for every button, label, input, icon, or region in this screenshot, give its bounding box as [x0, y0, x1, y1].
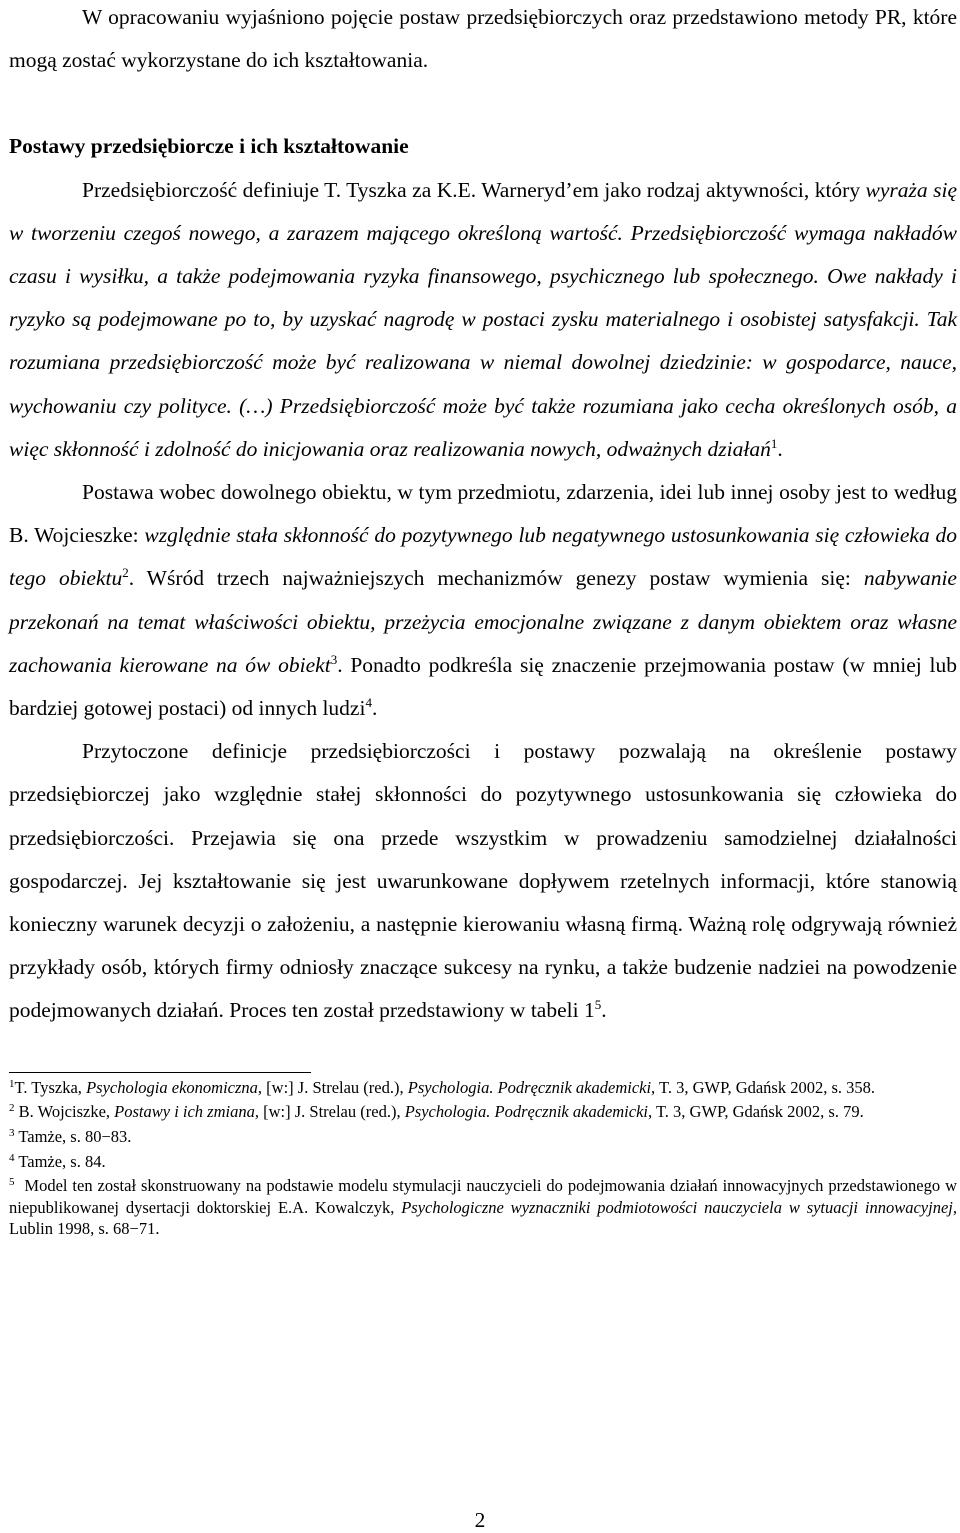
paragraph-attitude-definition [9, 471, 957, 730]
footnote-separator [9, 1072, 311, 1073]
footnote-ref-5[interactable]: 5 [594, 997, 602, 1013]
footnote-5-number: 5 [9, 1176, 15, 1189]
p2-quote-1: względnie stała skłonność do pozytywnego lub negatywnego ustosunkowania się człowieka do tego obiektu [9, 523, 957, 591]
footnote-2-book: Psychologia. Podręcznik akademicki [404, 1102, 648, 1122]
footnote-ref-2[interactable]: 2 [122, 565, 129, 581]
footnote-1-title: Psychologia ekonomiczna [86, 1077, 258, 1097]
paragraph-entrepreneurial-attitude [9, 730, 957, 1032]
p3-tail: . [601, 998, 607, 1023]
p2-text-3: . Ponadto podkreśla się znaczenie przejmowania postaw (w mniej lub bardziej gotowej postaci) od innych ludzi [9, 652, 958, 721]
footnote-5-details: Lublin 1998, s. 68−71. [9, 1218, 160, 1238]
section-heading: Postawy przedsiębiorcze i ich kształtowanie [9, 134, 409, 159]
footnote-1 [9, 1077, 957, 1098]
footnote-4-number: 4 [9, 1151, 15, 1164]
footnote-3 [9, 1126, 957, 1147]
p2-text-2: . Wśród trzech najważniejszych mechanizmów genezy postaw wymienia się: [128, 566, 864, 591]
paragraph-entrepreneurship-definition [9, 169, 957, 471]
footnote-3-text: Tamże, s. 80−83. [18, 1127, 132, 1147]
footnote-1-number: 1 [9, 1077, 15, 1090]
footnote-2-details: , T. 3, GWP, Gdańsk 2002, s. 79. [648, 1102, 864, 1122]
footnote-ref-4[interactable]: 4 [365, 695, 372, 711]
p1-tail: . [777, 436, 783, 461]
footnote-3-number: 3 [9, 1127, 15, 1140]
footnotes [9, 1077, 957, 1239]
footnote-2-author: B. Wojciszke, [18, 1102, 115, 1122]
footnote-2-number: 2 [9, 1102, 15, 1115]
footnote-2-title: Postawy i ich zmiana, [114, 1102, 259, 1122]
footnote-4 [9, 1151, 957, 1172]
footnote-5-title: Psychologiczne wyznaczniki podmiotowości nauczyciela w sytuacji innowacyjnej, [401, 1197, 957, 1217]
footnote-2-editor: [w:] J. Strelau (red.), [258, 1102, 405, 1122]
p2-quote-2: nabywanie przekonań na temat właściwości obiektu, przeżycia emocjonalne związane z danym obiektem oraz własne zachowania kierowane na ów obiekt [9, 566, 957, 677]
footnote-ref-3[interactable]: 3 [330, 651, 338, 667]
main-text [9, 0, 957, 1033]
intro-paragraph: W opracowaniu wyjaśniono pojęcie postaw przedsiębiorczych oraz przedstawiono metody PR, które mogą zostać wykorzystane do ich kształtowania. [9, 5, 957, 73]
p3-text: Przytoczone definicje przedsiębiorczości i postawy pozwalają na określenie postawy przedsiębiorczej jako względnie stałej skłonności do pozytywnego ustosunkowania się człowieka do przedsiębiorczości. Przejawia się ona przede wszystkim w prowadzeniu samodzielnej działalności gospodarczej. Jej kształtowanie się jest uwarunkowane dopływem rzetelnych informacji, które stanowią konieczny warunek decyzji o założeniu, a następnie kierowaniu własną firmą. Ważną rolę odgrywają również przykłady osób, których firmy odniosły znaczące sukcesy na rynku, a także budzenie nadziei na powodzenie podejmowanych działań. Proces ten został przedstawiony w tabeli 1 [9, 739, 957, 1023]
footnote-1-details: , T. 3, GWP, Gdańsk 2002, s. 358. [651, 1077, 876, 1097]
footnote-1-editor: , [w:] J. Strelau (red.), [257, 1077, 408, 1097]
footnote-5 [9, 1175, 957, 1239]
p1-lead: Przedsiębiorczość definiuje T. Tyszka za K.E. Warneryd’em jako rodzaj aktywności, który [82, 177, 866, 202]
p1-quote: wyraża się w tworzeniu czegoś nowego, a zarazem mającego określoną wartość. Przedsiębiorczość wymaga nakładów czasu i wysiłku, a także podejmowania ryzyka finansowego, psychicznego lub społecznego. Owe nakłady i ryzyko są podejmowane po to, by uzyskać nagrodę w postaci zysku materialnego i osobistej satysfakcji. Tak rozumiana przedsiębiorczość może być realizowana w niemal dowolnej dziedzinie: w gospodarce, nauce, wychowaniu czy polityce. (…) Przedsiębiorczość może być także rozumiana jako cecha określonych osób, a więc skłonność i zdolność do inicjowania oraz realizowania nowych, odważnych działań [9, 177, 958, 461]
footnote-2 [9, 1101, 957, 1122]
p2-text-1: Postawa wobec dowolnego obiektu, w tym przedmiotu, zdarzenia, idei lub innej osoby jest to według B. Wojcieszke: [9, 480, 957, 548]
footnote-1-author: T. Tyszka, [14, 1077, 87, 1097]
page-number: 2 [474, 1508, 486, 1532]
footnote-ref-1[interactable]: 1 [770, 435, 778, 451]
p2-text-4: . [371, 696, 378, 721]
footnote-5-text: Model ten został skonstruowany na podstawie modelu stymulacji nauczycieli do podejmowania działań innowacyjnych przedstawionego w niepublikowanej dysertacji doktorskiej E.A. Kowalczyk, [9, 1176, 957, 1217]
document-page [9, 0, 957, 1239]
footnote-4-text: Tamże, s. 84. [18, 1151, 106, 1171]
footnote-1-book: Psychologia. Podręcznik akademicki [407, 1077, 652, 1097]
